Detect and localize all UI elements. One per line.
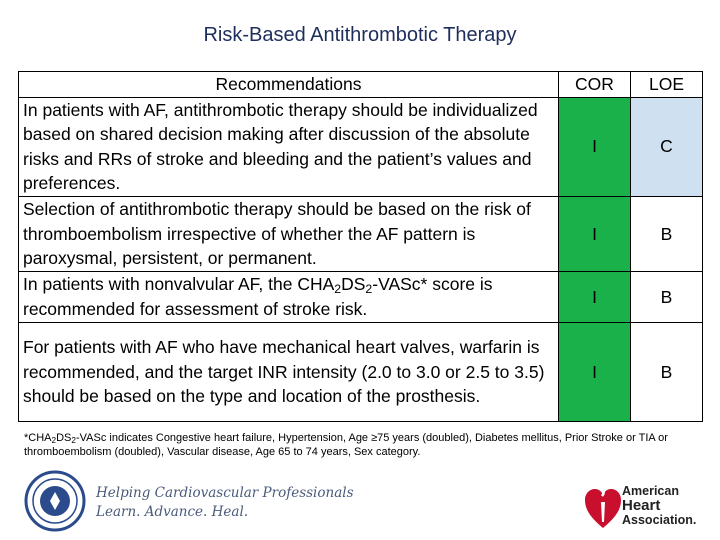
subscript: 2 xyxy=(51,436,57,446)
table-row xyxy=(19,322,703,421)
text-part: -VASc* score is recommended for assessment of stroke risk. xyxy=(23,274,493,319)
aha-wordmark-line: Association. xyxy=(622,513,697,527)
loe-value: B xyxy=(631,271,703,322)
acc-tagline xyxy=(96,484,354,522)
table-header-row xyxy=(19,72,703,98)
footnote xyxy=(24,431,704,459)
header-loe: LOE xyxy=(631,72,703,98)
footnote-part: -VASc indicates Congestive heart failure, Hypertension, Age ≥75 years (doubled), Diabetes mellitus, Prior Stroke or TIA or thromboembolism (doubled), Vascular disease, Age 65 to 74 years, Sex category. xyxy=(24,432,668,458)
acc-seal-logo xyxy=(24,470,86,537)
header-cor: COR xyxy=(559,72,631,98)
table-row xyxy=(19,97,703,196)
cor-value: I xyxy=(559,271,631,322)
acc-tagline-line: Learn. Advance. Heal. xyxy=(96,504,249,520)
subscript: 2 xyxy=(365,282,373,297)
recommendation-text: Selection of antithrombotic therapy should be based on the risk of thromboembolism irrespective of whether the AF pattern is paroxysmal, persistent, or permanent. xyxy=(19,196,559,271)
recommendation-text: In patients with AF, antithrombotic therapy should be individualized based on shared decision making after discussion of the absolute risks and RRs of stroke and bleeding and the patient’s values and preferences. xyxy=(19,97,559,196)
text-part: In patients with nonvalvular AF, the CHA xyxy=(23,274,335,295)
acc-tagline-line: Helping Cardiovascular Professionals xyxy=(96,485,354,501)
recommendation-text xyxy=(19,271,559,322)
table-row xyxy=(19,196,703,271)
aha-wordmark-line: Heart xyxy=(622,497,661,514)
slide-title: Risk-Based Antithrombotic Therapy xyxy=(203,24,517,46)
header-recommendations: Recommendations xyxy=(19,72,559,98)
cor-value: I xyxy=(559,97,631,196)
recommendation-text: For patients with AF who have mechanical heart valves, warfarin is recommended, and the target INR intensity (2.0 to 3.0 or 2.5 to 3.5) should be based on the type and location of the prosthesis. xyxy=(19,322,559,421)
loe-value: C xyxy=(631,97,703,196)
text-part: DS xyxy=(341,274,366,295)
aha-wordmark-line: American xyxy=(622,484,679,498)
footnote-part: *CHA xyxy=(24,432,52,444)
aha-heart-torch-icon xyxy=(585,480,621,535)
cor-value: I xyxy=(559,196,631,271)
recommendations-table xyxy=(18,71,703,422)
cor-value: I xyxy=(559,322,631,421)
aha-wordmark xyxy=(622,484,696,527)
subscript: 2 xyxy=(71,436,76,446)
table-row xyxy=(19,271,703,322)
subscript: 2 xyxy=(334,282,342,297)
loe-value: B xyxy=(631,196,703,271)
loe-value: B xyxy=(631,322,703,421)
footnote-part: DS xyxy=(56,432,72,444)
